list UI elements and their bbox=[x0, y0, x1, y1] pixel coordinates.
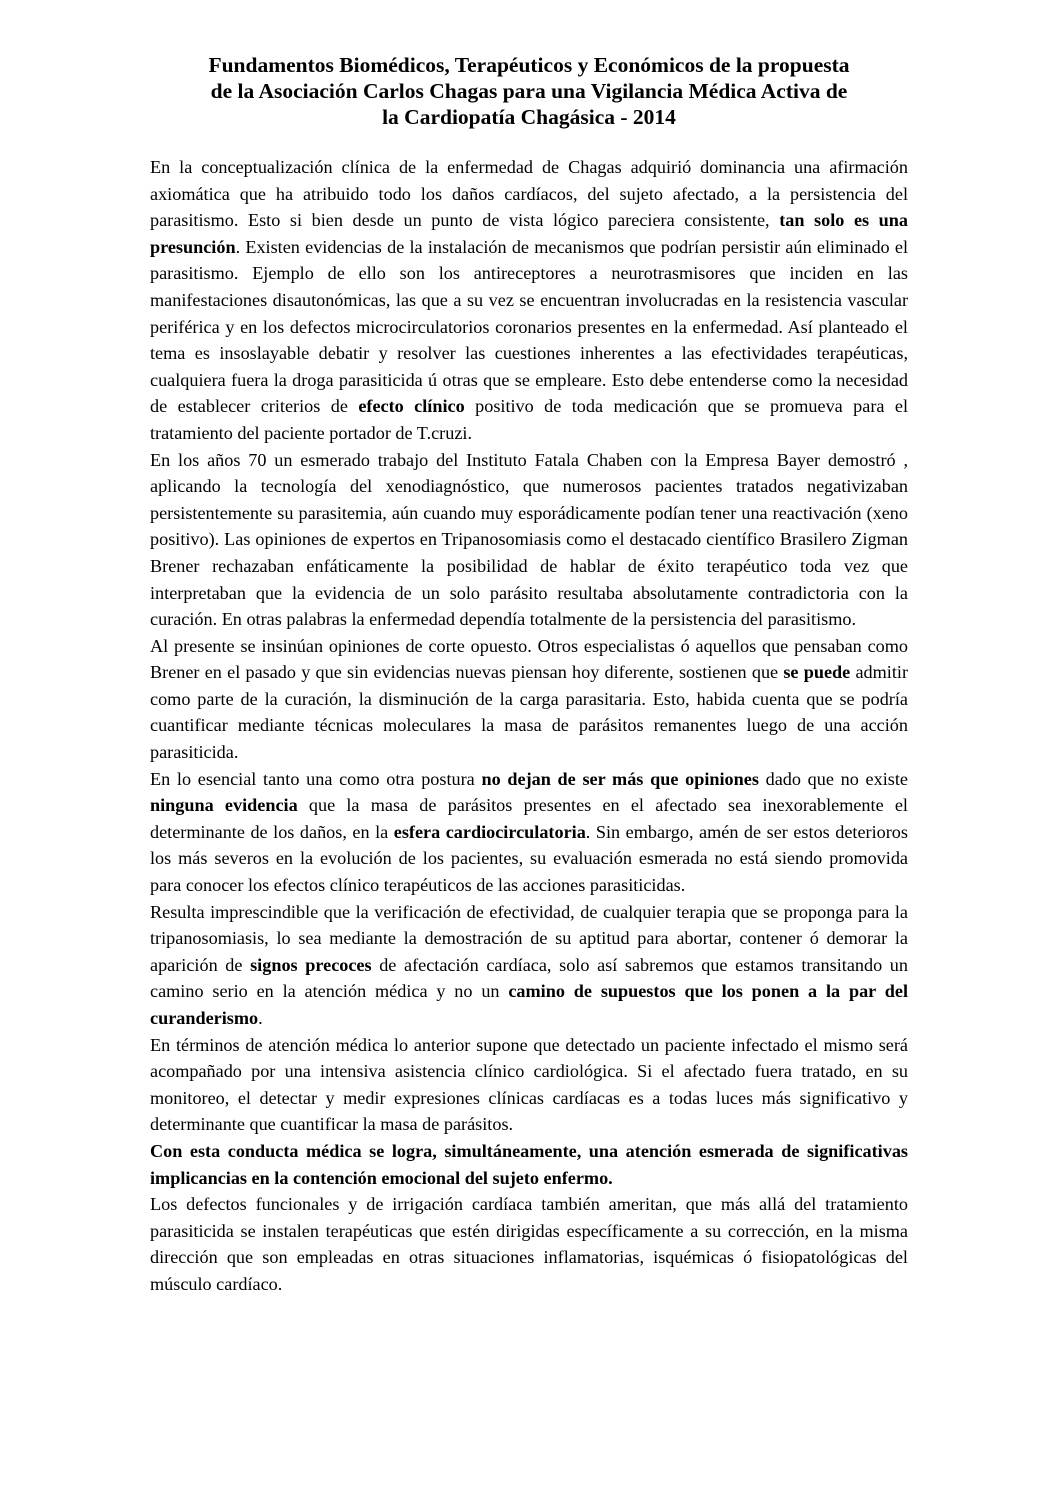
bold-phrase: signos precoces bbox=[250, 954, 372, 975]
title-line-1: Fundamentos Biomédicos, Terapéuticos y Económicos de la propuesta bbox=[208, 53, 850, 77]
bold-phrase: tan solo es una presunción bbox=[150, 210, 908, 257]
paragraph-1: En la conceptualización clínica de la enfermedad de Chagas adquirió dominancia una afirmación axiomática que ha atribuido todo los daños cardíacos, del sujeto afectado, a la persistencia del parasitismo. Esto si bien desde un punto de vista lógico pareciera consistente, tan solo es una presunción. Existen evidencias de la instalación de mecanismos que podrían persistir aún eliminado el parasitismo. Ejemplo de ello son los antireceptores a neurotrasmisores que inciden en las manifestaciones disautonómicas, las que a su vez se encuentran involucradas en la resistencia vascular periférica y en los defectos microcirculatorios coronarios presentes en la enfermedad. Así planteado el tema es insoslayable debatir y resolver las cuestiones inherentes a las efectividades terapéuticas, cualquiera fuera la droga parasiticida ú otras que se empleare. Esto debe entenderse como la necesidad de establecer criterios de efecto clínico positivo de toda medicación que se promueva para el tratamiento del paciente portador de T.cruzi. bbox=[150, 157, 909, 443]
title-line-3: la Cardiopatía Chagásica - 2014 bbox=[382, 105, 676, 129]
paragraph-3: Al presente se insinúan opiniones de corte opuesto. Otros especialistas ó aquellos que pensaban como Brener en el pasado y que sin evidencias nuevas piensan hoy diferente, sostienen que se puede admitir como parte de la curación, la disminución de la carga parasitaria. Esto, habida cuenta que se podría cuantificar mediante técnicas moleculares la masa de parásitos remanentes luego de una acción parasiticida. bbox=[150, 635, 908, 763]
paragraph-2: En los años 70 un esmerado trabajo del Instituto Fatala Chaben con la Empresa Bayer demostró , aplicando la tecnología del xenodiagnóstico, que numerosos pacientes tratados negativizaban persistentemente su parasitemia, aún cuando muy esporádicamente podían tener una reactivación (xeno positivo). Las opiniones de expertos en Tripanosomiasis como el destacado científico Brasilero Zigman Brener rechazaban enfáticamente la posibilidad de hablar de éxito terapéutico toda vez que interpretaban que la evidencia de un solo parásito resultaba absolutamente contradictoria con la curación. En otras palabras la enfermedad dependía totalmente de la persistencia del parasitismo. bbox=[150, 449, 908, 630]
bold-phrase: esfera cardiocirculatoria bbox=[393, 821, 586, 842]
bold-phrase: efecto clínico bbox=[358, 396, 465, 417]
document-page bbox=[150, 52, 908, 1298]
bold-phrase: Con esta conducta médica se logra, simultáneamente, una atención esmerada de significativas implicancias en la contención emocional del sujeto enfermo. bbox=[150, 1140, 908, 1188]
paragraph-5: Resulta imprescindible que la verificación de efectividad, de cualquier terapia que se proponga para la tripanosomiasis, lo sea mediante la demostración de su aptitud para abortar, contener ó demorar la aparición de signos precoces de afectación cardíaca, solo así sabremos que estamos transitando un camino serio en la atención médica y no un camino de supuestos que los ponen a la par del curanderismo. bbox=[150, 901, 908, 1028]
paragraph-8: Los defectos funcionales y de irrigación cardíaca también ameritan, que más allá del tratamiento parasiticida se instalen terapéuticas que estén dirigidas específicamente a su corrección, en la misma dirección que son empleadas en otras situaciones inflamatorias, isquémicas ó fisiopatológicas del músculo cardíaco. bbox=[150, 1194, 908, 1294]
bold-phrase: se puede bbox=[783, 662, 851, 683]
bold-phrase: camino de supuestos que los ponen a la par del curanderismo bbox=[150, 981, 908, 1028]
title-line-2: de la Asociación Carlos Chagas para una Vigilancia Médica Activa de bbox=[210, 79, 848, 103]
paragraph-6: En términos de atención médica lo anterior supone que detectado un paciente infectado el mismo será acompañado por una intensiva asistencia clínico cardiológica. Si el afectado fuera tratado, en su monitoreo, el detectar y medir expresiones clínicas cardíacas es a todas luces más significativo y determinante que cuantificar la masa de parásitos. bbox=[150, 1034, 908, 1135]
paragraph-7 bbox=[150, 1138, 908, 1191]
bold-phrase: ninguna evidencia bbox=[150, 795, 298, 816]
paragraph-4: En lo esencial tanto una como otra postura no dejan de ser más que opiniones dado que no existe ninguna evidencia que la masa de parásitos presentes en el afectado sea inexorablemente el determinante de los daños, en la esfera cardiocirculatoria. Sin embargo, amén de ser estos deterioros los más severos en la evolución de los pacientes, su evaluación esmerada no está siendo promovida para conocer los efectos clínico terapéuticos de las acciones parasiticidas. bbox=[150, 768, 908, 896]
bold-phrase: no dejan de ser más que opiniones bbox=[481, 768, 759, 789]
document-title bbox=[150, 52, 908, 130]
